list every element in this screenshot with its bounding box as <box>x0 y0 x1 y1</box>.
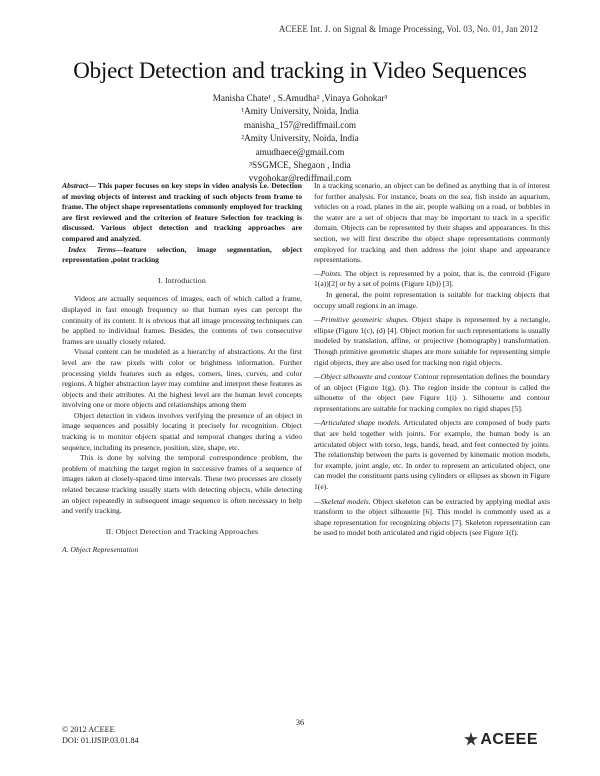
points-text: The object is represented by a point, that is, the centroid (Figure 1(a))[2] or by a set of points (Figure 1(b)) [3]. <box>314 268 550 289</box>
primitive-shapes-item <box>314 315 550 368</box>
journal-header: ACEEE Int. J. on Signal & Image Processing, Vol. 03, No. 01, Jan 2012 <box>278 24 538 34</box>
intro-paragraph-4: This is done by solving the temporal correspondence problem, the problem of matching the target region in successive frames of a sequence of images taken at closely-spaced time intervals. These two processes are closely related because tracking usually starts with detecting objects, while detecting an object repeatedly in subsequent image sequence is often necessary to help and verify tracking. <box>62 453 302 516</box>
articulated-item <box>314 418 550 492</box>
index-terms-text: —feature selection, image segmentation, object representation ,point tracking <box>62 244 302 265</box>
articulated-text: Articulated objects are composed of body parts that are held together with joints. For example, the human body is an articulated object with torso, legs, hands, head, and feet connected by joints. The relationship between the parts is governed by kinematic motion models, for example, joint angle, etc. In order to represent an articulated object, one can model the constituent parts using cylinders or ellipses as shown in Figure 1(e). <box>314 418 550 492</box>
intro-paragraph-1: Videos are actually sequences of images, each of which called a frame, displayed in fast enough frequency so that human eyes can percept the continuity of its content. It is obvious that all image processing techniques can be applied to individual frames. Besides, the contents of two consecutive frames are usually closely related. <box>62 294 302 346</box>
right-column <box>314 181 550 539</box>
primitive-shapes-text: Object shape is represented by a rectangle, ellipse (Figure 1(c), (d) [4]. Object motion for such representations is usually modeled by translation, affine, or projective (homography) transformation. Though primitive geometric shapes are more suitable for representing simple rigid objects, they are also used for tracking non rigid objects. <box>314 315 550 367</box>
affiliation-1: ¹Amity University, Noida, India <box>241 106 359 117</box>
intro-paragraph-3: Object detection in videos involves verifying the presence of an object in image sequences and possibly locating it precisely for recognition. Object tracking is to monitor objects spatial and temporal changes during a video sequence, including its presence, position, size, shape, etc. <box>62 410 302 452</box>
skeletal-text: Object skeleton can be extracted by applying medial axis transform to the object silhouette [6]. This model is commonly used as a shape representation for recognizing objects [7]. Skeleton representation can be used to model both articulated and rigid objects (see Figure 1(f). <box>314 496 550 538</box>
index-terms <box>62 245 302 266</box>
skeletal-item <box>314 497 550 539</box>
subsection-a-heading: A. Object Representation <box>62 545 139 555</box>
doi: DOI: 01.IJSIP.03.01.84 <box>62 736 139 745</box>
points-followup: In general, the point representation is suitable for tracking objects that occupy small regions in an image. <box>314 289 550 310</box>
author-names: Manisha Chate¹ , S.Amudha² ,Vinaya Gohokar³ <box>212 93 388 103</box>
email-1[interactable]: manisha_157@rediffmail.com <box>243 119 357 130</box>
logo-text: ACEEE <box>480 731 538 748</box>
points-item <box>314 269 550 290</box>
email-2[interactable]: amudhaece@gmail.com <box>255 146 345 157</box>
copyright: © 2012 ACEEE <box>62 725 115 734</box>
object-definition-paragraph: In a tracking scenario, an object can be defined as anything that is of interest for further analysis. For instance, boats on the sea, fish inside an aquarium, vehicles on a road, planes in the air, people walking on a road, or bubbles in the water are a set of objects that may be important to track in a specific domain. Objects can be represented by their shapes and appearances. In this section, we will first describe the object shape representations commonly employed for tracking and then address the joint shape and appearance representations. <box>314 181 550 265</box>
silhouette-lead: —Object silhouette and contour <box>314 372 412 382</box>
page-number: 36 <box>295 718 305 727</box>
abstract-label: Abstract <box>62 181 89 190</box>
affiliation-3: ³SSGMCE, Shegaon , India <box>249 160 351 171</box>
left-column <box>62 181 302 556</box>
intro-paragraph-2: Visual content can be modeled as a hierarchy of abstractions. At the first level are the raw pixels with color or brightness information. Further processing yields features such as edges, corners, lines, curves, and color regions. A higher abstraction layer may combine and interpret these features as objects and their attributes. At the highest level are the human level concepts involving one or more objects and relationships among them <box>62 347 302 410</box>
abstract-text: — This paper focuses on key steps in video analysis i.e. Detection of moving objects of interest and tracking of such objects from frame to frame. The object shape representations commonly employed for tracking are first reviewed and the criterion of feature Selection for tracking is discussed. Various object detection and tracking approaches are compared and analyzed. <box>62 181 302 243</box>
section-2-heading: II. Object Detection and Tracking Approaches <box>105 526 259 536</box>
abstract <box>62 181 302 245</box>
articulated-lead: —Articulated shape models. <box>314 418 402 428</box>
acee-logo <box>464 731 538 751</box>
primitive-shapes-lead: —Primitive geometric shapes. <box>314 315 409 325</box>
email-3[interactable]: vvgohokar@rediffmail.com <box>248 173 352 184</box>
star-logo-icon <box>464 732 478 751</box>
points-lead: —Points. <box>314 268 343 278</box>
paper-title: Object Detection and tracking in Video Sequences <box>73 58 527 83</box>
affiliation-2: ²Amity University, Noida, India <box>241 133 359 144</box>
silhouette-text: Contour representation defines the boundary of an object (Figure 1(g), (h). The region inside the contour is called the silhouette of the object (see Figure 1(i) ). Silhouette and contour representations are suitable for tracking complex no rigid shapes [5]. <box>314 372 551 413</box>
skeletal-lead: —Skeletal models. <box>314 496 371 506</box>
section-1-heading: I. Introduction <box>157 275 207 285</box>
index-terms-label: Index Terms <box>68 244 116 254</box>
silhouette-item <box>314 372 550 414</box>
author-block <box>0 92 600 186</box>
